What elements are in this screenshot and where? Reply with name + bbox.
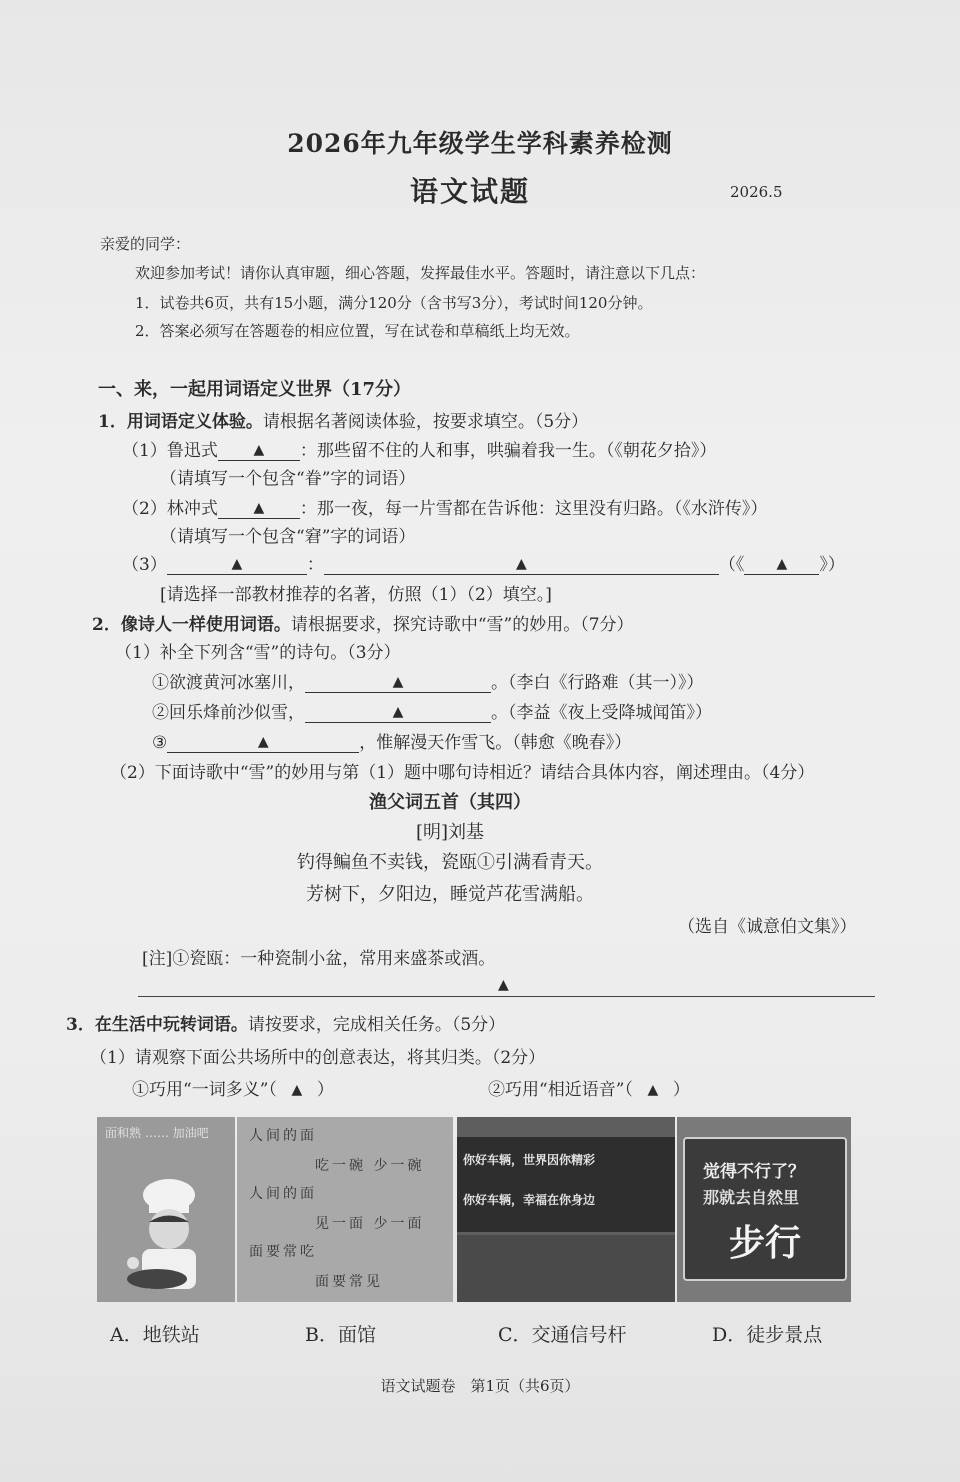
- q2-l3-suffix: ，惟解漫天作雪飞。（韩愈《晚春》）: [359, 733, 632, 753]
- q1-stem: [98, 407, 588, 432]
- q1-p3-blank-2[interactable]: [324, 554, 719, 575]
- q3-opt1-close: ）: [316, 1080, 334, 1100]
- q2-line-1: [152, 668, 704, 693]
- q1-part-2: [122, 494, 767, 519]
- sign-text-3: 步行: [729, 1223, 802, 1264]
- sign-text-1: 觉得不行了？: [703, 1162, 805, 1182]
- q1-stem-bold: 1．用词语定义体验。: [98, 412, 263, 432]
- poem-title: 渔父词五首（其四）: [369, 792, 531, 813]
- q3-stem-bold: 3．在生活中玩转词语。: [66, 1015, 248, 1035]
- caption-b: B．面馆: [305, 1324, 376, 1346]
- street-background: [457, 1235, 675, 1302]
- chef-illustration: [97, 1117, 235, 1302]
- answer-marker: ▲: [257, 734, 269, 750]
- exam-title: 2026年九年级学生学科素养检测: [287, 129, 673, 158]
- q1-p2-hint: （请填写一个包含“窘”字的词语）: [160, 527, 416, 547]
- answer-marker: ▲: [498, 977, 509, 993]
- sign-text-2: 那就去自然里: [703, 1188, 800, 1207]
- answer-marker: ▲: [231, 556, 243, 572]
- q1-part-3: [122, 550, 845, 575]
- poem-author: [明]刘基: [415, 822, 485, 843]
- q2-sub-2: （2）下面诗歌中“雪”的妙用与第（1）题中哪句诗相近？请结合具体内容，阐述理由。（4分）: [110, 763, 815, 783]
- q1-p1-prefix: （1）鲁迅式: [122, 441, 218, 461]
- answer-marker: ▲: [392, 704, 404, 720]
- q1-p1-text: ：那些留不住的人和事，哄骗着我一生。（《朝花夕拾》）: [299, 441, 717, 461]
- noodle-text-5: 面要常吃: [249, 1244, 317, 1260]
- q1-p3-open: （《: [718, 555, 745, 575]
- q3-stem: [66, 1010, 505, 1035]
- noodle-text-1: 人间的面: [249, 1128, 317, 1144]
- q1-p3-prefix: （3）: [122, 555, 167, 575]
- q2-l1-suffix: 。（李白《行路难（其一）》）: [491, 673, 704, 693]
- q1-p2-blank[interactable]: [218, 498, 300, 519]
- answer-marker: ▲: [253, 500, 265, 516]
- q2-l1-blank[interactable]: [305, 672, 491, 693]
- answer-marker: ▲: [253, 442, 265, 458]
- notice-item-1: 1．试卷共6页，共有15小题，满分120分（含书写3分），考试时间120分钟。: [135, 294, 653, 312]
- q3-opt2-label: ②巧用“相近语音”（: [488, 1080, 633, 1100]
- answer-marker: ▲: [392, 674, 404, 690]
- exam-date: 2026.5: [730, 183, 783, 201]
- section-1-heading: 一、来，一起用词语定义世界（17分）: [98, 379, 412, 400]
- q2-stem: [92, 610, 634, 635]
- q1-p3-blank-3[interactable]: [744, 554, 819, 575]
- subject-title: 语文试题: [409, 175, 530, 208]
- notice-intro: 欢迎参加考试！请你认真审题，细心答题，发挥最佳水平。答题时，请注意以下几点：: [135, 264, 706, 282]
- q2-line-2: [152, 698, 712, 723]
- poem-source: （选自《诚意伯文集》）: [678, 917, 857, 937]
- page-footer: 语文试题卷 第1页（共6页）: [380, 1377, 580, 1395]
- noodle-text-3: 人间的面: [249, 1186, 317, 1202]
- caption-c: C．交通信号杆: [498, 1324, 627, 1346]
- q3-opt2-blank[interactable]: [633, 1080, 673, 1100]
- image-noodle-shop: [237, 1117, 453, 1302]
- answer-line[interactable]: [138, 996, 875, 997]
- noodle-text-6: 面要常见: [315, 1274, 383, 1290]
- poem-line-1: 钓得鳊鱼不卖钱，瓷瓯①引满看青天。: [297, 852, 603, 873]
- q2-l1-prefix: ①欲渡黄河冰塞川，: [152, 673, 305, 693]
- q3-opt2-close: ）: [672, 1080, 690, 1100]
- q2-stem-rest: 请根据要求，探究诗歌中“雪”的妙用。（7分）: [290, 615, 634, 635]
- q3-opt1-label: ①巧用“一词多义”（: [132, 1080, 277, 1100]
- q1-p2-prefix: （2）林冲式: [122, 499, 218, 519]
- q3-option-1: [132, 1075, 334, 1100]
- q1-p1-hint: （请填写一个包含“眷”字的词语）: [160, 469, 416, 489]
- answer-marker: ▲: [515, 556, 527, 572]
- q2-sub-1: （1）补全下列含“雪”的诗句。（3分）: [115, 643, 401, 663]
- answer-marker: ▲: [291, 1082, 303, 1098]
- led-text-1: 你好车辆，世界因你精彩: [463, 1153, 596, 1167]
- image-traffic-signal: [457, 1117, 675, 1302]
- q2-l2-suffix: 。（李益《夜上受降城闻笛》）: [491, 703, 712, 723]
- q1-p3-blank-1[interactable]: [167, 554, 307, 575]
- q1-p2-text: ：那一夜，每一片雪都在告诉他：这里没有归路。（《水浒传》）: [299, 499, 768, 519]
- notice-item-2: 2．答案必须写在答题卷的相应位置，写在试卷和草稿纸上均无效。: [135, 322, 580, 340]
- q2-l2-prefix: ②回乐烽前沙似雪，: [152, 703, 305, 723]
- image-metro-poster: [97, 1117, 235, 1302]
- q2-l3-blank[interactable]: [167, 732, 359, 753]
- q2-line-3: [152, 728, 631, 753]
- led-text-2: 你好车辆，幸福在你身边: [463, 1193, 596, 1207]
- q1-p3-hint: [请选择一部教材推荐的名著，仿照（1）（2）填空。]: [160, 585, 552, 605]
- q3-stem-rest: 请按要求，完成相关任务。（5分）: [247, 1015, 506, 1035]
- q3-option-2: [488, 1075, 690, 1100]
- q2-l3-prefix: ③: [152, 733, 168, 753]
- noodle-text-2: 吃一碗 少一碗: [315, 1158, 425, 1174]
- q1-p3-close: 》）: [819, 555, 845, 575]
- answer-marker: ▲: [776, 556, 788, 572]
- q1-part-1: [122, 436, 716, 461]
- q3-sub-1: （1）请观察下面公共场所中的创意表达，将其归类。（2分）: [90, 1048, 546, 1068]
- q2-stem-bold: 2．像诗人一样使用词语。: [92, 615, 291, 635]
- caption-a: A．地铁站: [110, 1324, 200, 1346]
- noodle-text-4: 见一面 少一面: [315, 1216, 425, 1232]
- q3-opt1-blank[interactable]: [277, 1080, 317, 1100]
- q1-p1-blank[interactable]: [218, 440, 300, 461]
- caption-d: D．徒步景点: [712, 1324, 823, 1346]
- answer-marker: ▲: [647, 1082, 659, 1098]
- q1-stem-rest: 请根据名著阅读体验，按要求填空。（5分）: [262, 412, 589, 432]
- poem-line-2: 芳树下，夕阳边，睡觉芦花雪满船。: [306, 884, 594, 905]
- poem-note: [注]①瓷瓯：一种瓷制小盆，常用来盛茶或酒。: [142, 949, 496, 969]
- q2-l2-blank[interactable]: [305, 702, 491, 723]
- poster-text: 面和熟 …… 加油吧: [105, 1126, 209, 1140]
- image-hiking-sign: [677, 1117, 851, 1302]
- q1-p3-colon: ：: [306, 555, 324, 575]
- greeting: 亲爱的同学：: [100, 235, 191, 253]
